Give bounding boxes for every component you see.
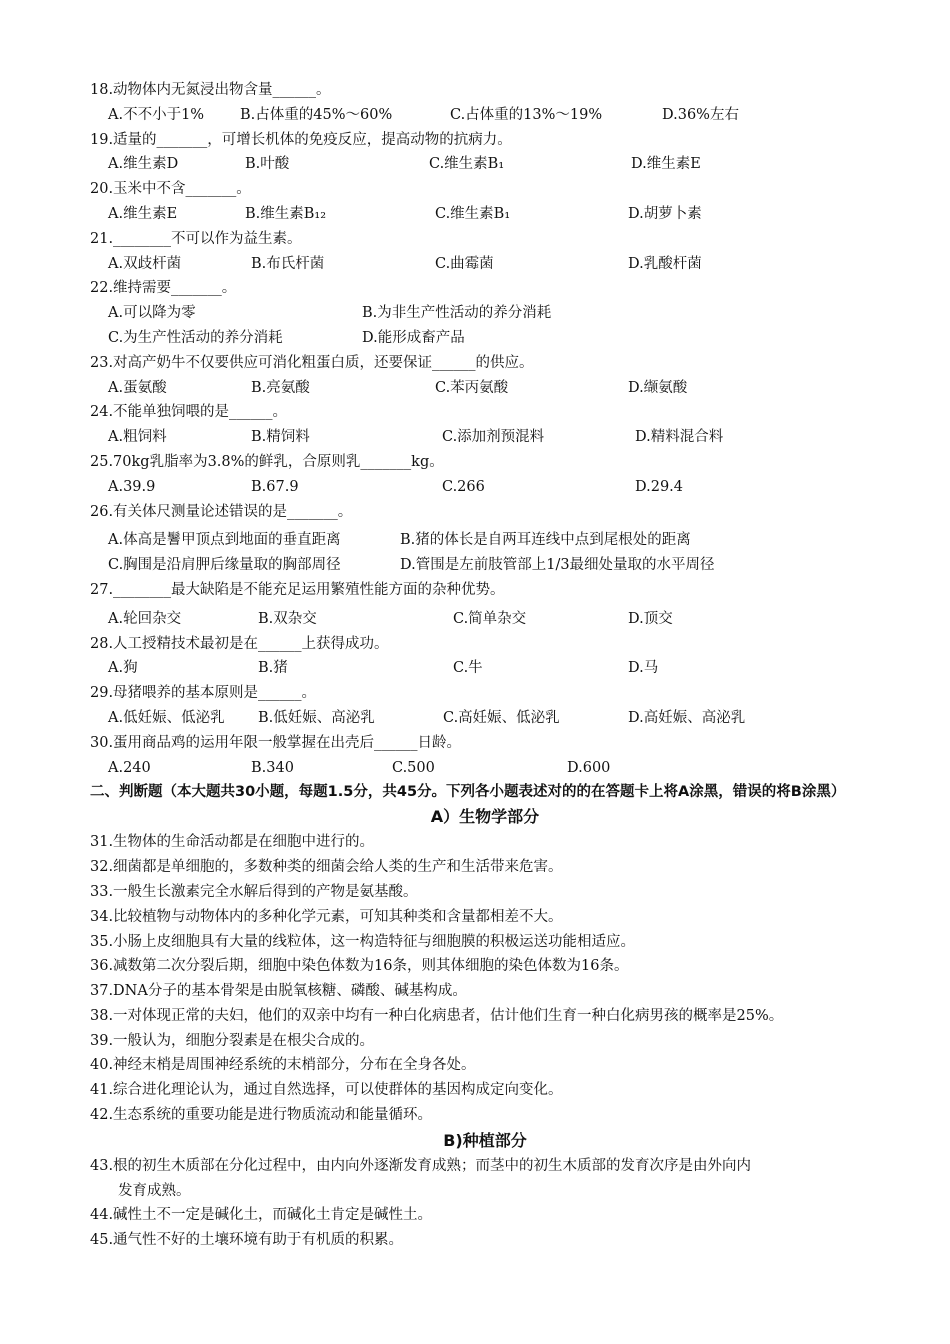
statement-41: 41.综合进化理论认为，通过自然选择，可以使群体的基因构成定向变化。 <box>90 1082 563 1099</box>
option-b: B.340 <box>251 759 294 776</box>
option-c: C.添加剂预混料 <box>442 429 545 446</box>
exam-page <box>90 78 880 1253</box>
option-b: B.双杂交 <box>258 610 317 627</box>
question-25-stem: 25.70kg乳脂率为3.8%的鲜乳，合原则乳_______kg。 <box>90 453 444 470</box>
option-a: A.轮回杂交 <box>108 610 182 627</box>
option-c: C.占体重的13%～19% <box>450 106 603 123</box>
option-b: B.布氏杆菌 <box>251 255 325 272</box>
option-b: B.低妊娠、高泌乳 <box>258 709 375 726</box>
statement-42: 42.生态系统的重要功能是进行物质流动和能量循环。 <box>90 1107 433 1124</box>
statement-34: 34.比较植物与动物体内的多种化学元素，可知其种类和含量都相差不大。 <box>90 908 563 925</box>
question-27-options <box>90 607 880 632</box>
statement-37: 37.DNA分子的基本骨架是由脱氧核糖、磷酸、碱基构成。 <box>90 983 467 1000</box>
statement-36: 36.减数第二次分裂后期，细胞中染色体数为16条，则其体细胞的染色体数为16条。 <box>90 958 629 975</box>
statement-43-line2: 发育成熟。 <box>118 1182 191 1199</box>
section-2-heading: 二、判断题（本大题共30小题，每题1.5分，共45分。下列各小题表述对的的在答题卡上将A涂黑，错误的将B涂黑） <box>90 784 846 801</box>
question-30-options <box>90 756 880 781</box>
option-c: C.苯丙氨酸 <box>435 379 509 396</box>
option-d: D.缬氨酸 <box>628 379 688 396</box>
statement-38: 38.一对体现正常的夫妇，他们的双亲中均有一种白化病患者，估计他们生育一种白化病男孩的概率是25%。 <box>90 1007 784 1024</box>
question-20-options <box>90 202 880 227</box>
question-26-options-row2 <box>90 553 880 578</box>
option-d: D.顶交 <box>628 610 673 627</box>
option-d: D.维生素E <box>631 156 701 173</box>
part-a-heading: A）生物学部分 <box>430 807 540 827</box>
question-21-options <box>90 252 880 277</box>
option-a: A.粗饲料 <box>108 429 167 446</box>
option-a: A.39.9 <box>108 478 156 495</box>
question-18-stem: 18.动物体内无氮浸出物含量______。 <box>90 82 331 98</box>
option-a: A.不不小于1% <box>108 106 205 123</box>
statement-31: 31.生物体的生命活动都是在细胞中进行的。 <box>90 834 375 851</box>
question-28-options <box>90 656 880 681</box>
statement-32: 32.细菌都是单细胞的，多数种类的细菌会给人类的生产和生活带来危害。 <box>90 859 563 876</box>
option-d: D.29.4 <box>635 478 684 495</box>
option-b: B.叶酸 <box>245 156 290 173</box>
option-d: D.乳酸杆菌 <box>628 255 702 272</box>
option-a: A.体高是鬐甲顶点到地面的垂直距离 <box>108 532 341 549</box>
option-b: B.维生素B₁₂ <box>245 205 327 222</box>
question-19-options <box>90 152 880 177</box>
option-d: D.高妊娠、高泌乳 <box>628 709 746 726</box>
option-d: D.马 <box>628 660 659 677</box>
option-a: A.低妊娠、低泌乳 <box>108 709 225 726</box>
question-23-options <box>90 376 880 401</box>
option-c: C.简单杂交 <box>453 610 527 627</box>
option-a: A.狗 <box>108 660 138 677</box>
option-d: D.管围是左前肢管部上1/3最细处量取的水平周径 <box>400 557 715 574</box>
option-b: B.猪 <box>258 660 288 677</box>
option-c: C.500 <box>392 759 435 776</box>
statement-33: 33.一般生长激素完全水解后得到的产物是氨基酸。 <box>90 883 418 900</box>
question-18-options <box>90 103 880 128</box>
option-d: D.36%左右 <box>662 106 739 123</box>
option-c: C.曲霉菌 <box>435 255 494 272</box>
option-c: C.266 <box>442 478 485 495</box>
option-a: A.蛋氨酸 <box>108 379 167 396</box>
option-b: B.为非生产性活动的养分消耗 <box>362 305 552 322</box>
option-c: C.牛 <box>453 660 483 677</box>
statement-44: 44.碱性土不一定是碱化土，而碱化土肯定是碱性土。 <box>90 1207 433 1224</box>
option-c: C.维生素B₁ <box>429 156 505 173</box>
option-b: B.亮氨酸 <box>251 379 310 396</box>
question-23-stem: 23.对高产奶牛不仅要供应可消化粗蛋白质，还要保证______的供应。 <box>90 354 534 371</box>
question-20-stem: 20.玉米中不含_______。 <box>90 181 251 198</box>
statement-43-line1: 43.根的初生木质部在分化过程中，由内向外逐渐发育成熟；而茎中的初生木质部的发育次序是由外向内 <box>90 1157 752 1174</box>
option-c: C.胸围是沿肩胛后缘量取的胸部周径 <box>108 557 341 574</box>
option-d: D.600 <box>567 759 611 776</box>
option-c: C.为生产性活动的养分消耗 <box>108 329 283 346</box>
option-d: D.能形成畜产品 <box>362 329 465 346</box>
option-c: C.高妊娠、低泌乳 <box>443 709 560 726</box>
statement-45: 45.通气性不好的土壤环境有助于有机质的积累。 <box>90 1232 404 1249</box>
question-21-stem: 21.________不可以作为益生素。 <box>90 230 302 247</box>
question-26-stem: 26.有关体尺测量论述错误的是_______。 <box>90 503 353 520</box>
question-22-stem: 22.维持需要_______。 <box>90 280 237 297</box>
question-27-stem: 27.________最大缺陷是不能充足运用繁殖性能方面的杂种优势。 <box>90 581 505 598</box>
statement-40: 40.神经末梢是周围神经系统的末梢部分，分布在全身各处。 <box>90 1057 476 1074</box>
option-a: A.双歧杆菌 <box>108 255 182 272</box>
option-b: B.67.9 <box>251 478 299 495</box>
question-25-options <box>90 475 880 500</box>
option-a: A.240 <box>108 759 151 776</box>
question-30-stem: 30.蛋用商品鸡的运用年限一般掌握在出壳后______日龄。 <box>90 734 462 751</box>
option-b: B.占体重的45%～60% <box>240 106 393 123</box>
option-a: A.可以降为零 <box>108 305 196 322</box>
statement-35: 35.小肠上皮细胞具有大量的线粒体，这一构造特征与细胞膜的积极运送功能相适应。 <box>90 933 636 950</box>
question-19-stem: 19.适量的_______，可增长机体的免疫反应，提高动物的抗病力。 <box>90 131 512 148</box>
question-24-stem: 24.不能单独饲喂的是______。 <box>90 404 288 421</box>
question-22-options-row2 <box>90 326 880 351</box>
option-d: D.精料混合料 <box>635 429 724 446</box>
option-b: B.猪的体长是自两耳连线中点到尾根处的距离 <box>400 532 691 549</box>
question-29-options <box>90 706 880 731</box>
question-29-stem: 29.母猪喂养的基本原则是______。 <box>90 685 317 702</box>
statement-39: 39.一般认为，细胞分裂素是在根尖合成的。 <box>90 1032 375 1049</box>
question-28-stem: 28.人工授精技术最初是在______上获得成功。 <box>90 635 389 652</box>
option-d: D.胡萝卜素 <box>628 205 702 222</box>
question-24-options <box>90 425 880 450</box>
option-a: A.维生素D <box>108 156 179 173</box>
option-c: C.维生素B₁ <box>435 205 511 222</box>
question-22-options-row1 <box>90 301 880 326</box>
option-a: A.维生素E <box>108 205 178 222</box>
option-b: B.精饲料 <box>251 429 310 446</box>
question-26-options-row1 <box>90 528 880 553</box>
part-b-heading: B)种植部分 <box>443 1130 527 1150</box>
